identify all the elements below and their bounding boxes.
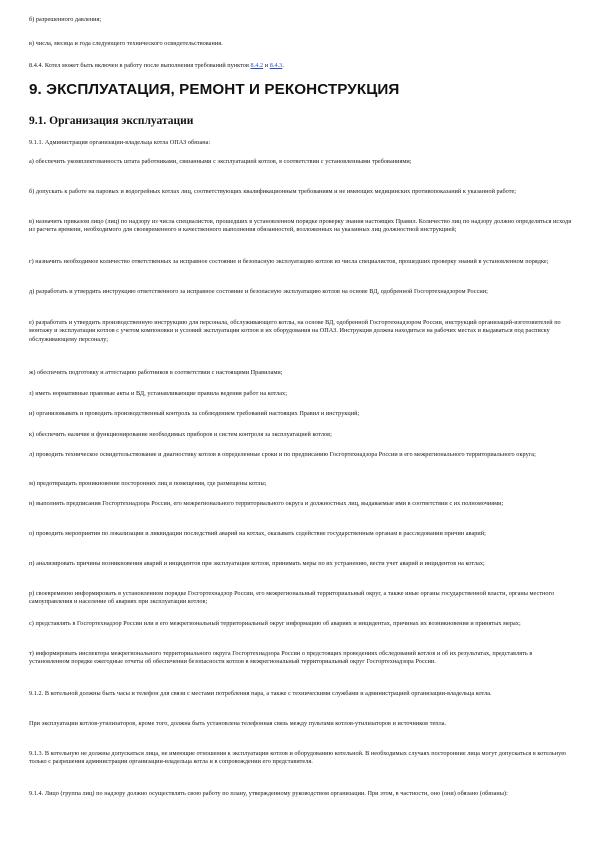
link-8-4-2[interactable]: 8.4.2 bbox=[250, 62, 264, 69]
paragraph: л) проводить техническое освидетельствование и диагностику котлов в определенные сроки и по предписанию Госгортехнадзора России и его межрегионального территориального округа; bbox=[29, 451, 536, 458]
paragraph: е) разработать и утвердить производственную инструкцию для персонала, обслуживающего котлы, на основе ВД, одобренной Госгортехнадзором России, инструкций организаций-изготовителей по монтажу и эксплуатации котлов с учетом компоновки и условий эксплуатации котлов и их оборудования на ОПАЗ. Инструкция должна находиться на рабочих местах и выдаваться под расписку обслуживающему персоналу; bbox=[29, 319, 561, 343]
paragraph: в) назначить приказом лицо (лиц) по надзору из числа специалистов, прошедших в установленном порядке проверку знания настоящих Правил. Количество лиц по надзору должно определяться исходя из расчета времени, необходимого для своевременного и качественного выполнения обязанностей, возложенных на указанных лиц должностной инструкцией; bbox=[29, 218, 572, 234]
paragraph: 9.1.2. В котельной должны быть часы и телефон для связи с местами потребления пара, а также с техническими службами и администрацией организации-владельца котла. bbox=[29, 690, 492, 697]
section-title: 9. ЭКСПЛУАТАЦИЯ, РЕМОНТ И РЕКОНСТРУКЦИЯ bbox=[29, 81, 400, 98]
paragraph: г) назначить необходимое количество ответственных за исправное состояние и безопасную эксплуатацию котлов из числа специалистов, прошедших проверку знаний в установленном порядке; bbox=[29, 258, 549, 265]
paragraph: 9.1.1. Администрация организации-владельца котла ОПАЗ обязана: bbox=[29, 139, 211, 146]
paragraph: При эксплуатации котлов-утилизаторов, кроме того, должна быть установлена телефонная связь между пультами котлов-утилизаторов и источников тепла. bbox=[29, 720, 447, 727]
paragraph: 9.1.3. В котельную не должны допускаться лица, не имеющие отношения к эксплуатации котлов и оборудованию котельной. В необходимых случаях посторонние лица могут допускаться в котельную только с разрешения администрации организации-владельца котла и в сопровождении его представителя. bbox=[29, 750, 566, 766]
paragraph: б) допускать к работе на паровых и водогрейных котлах лиц, соответствующих квалификационным требованиям и не имеющих медицинских противопоказаний к указанной работе; bbox=[29, 188, 517, 195]
paragraph: д) разработать и утвердить инструкцию ответственного за исправное состояние и безопасную эксплуатацию котлов на основе ВД, одобренной Госгортехнадзором России; bbox=[29, 288, 488, 295]
list-item-b: б) разрешенного давления; bbox=[29, 16, 102, 23]
paragraph: о) проводить мероприятия по локализации и ликвидации последствий аварий на котлах, оказывать содействие государственным органам в расследовании причин аварий; bbox=[29, 530, 486, 537]
paragraph: а) обеспечить укомплектованность штата работниками, связанными с эксплуатацией котлов, в соответствии с установленными требованиями; bbox=[29, 158, 412, 165]
paragraph: р) своевременно информировать в установленном порядке Госгортехнадзор России, его межрегиональный территориальный округ, а также иные органы государственной власти, органы местного самоуправления и население об авариях при эксплуатации котлов; bbox=[29, 590, 555, 606]
subsection-title: 9.1. Организация эксплуатации bbox=[29, 115, 194, 127]
paragraph: к) обеспечить наличие и функционирование необходимых приборов и систем контроля за эксплуатацией котлов; bbox=[29, 431, 332, 438]
paragraph-8-4-4-conj: и bbox=[263, 62, 270, 69]
paragraph-8-4-4-end: . bbox=[282, 62, 284, 69]
paragraph: ж) обеспечить подготовку и аттестацию работников в соответствии с настоящими Правилами; bbox=[29, 369, 283, 376]
paragraph-8-4-4 bbox=[29, 62, 572, 70]
paragraph-8-4-4-text: 8.4.4. Котел может быть включен в работу после выполнения требований пунктов bbox=[29, 62, 251, 69]
list-item-v: в) числа, месяца и года следующего технического освидетельствования. bbox=[29, 40, 223, 47]
paragraph: и) организовывать и проводить производственный контроль за соблюдением требований настоящих Правил и инструкций; bbox=[29, 410, 360, 417]
paragraph: с) представлять в Госгортехнадзор России или в его межрегиональный территориальный округ информацию об авариях и инцидентах, причинах их возникновения и принятых мерах; bbox=[29, 620, 521, 627]
paragraph: т) информировать инспектора межрегионального территориального округа Госгортехнадзора России о предстоящих проведениях обследований котлов и об их результатах, представлять в установленном порядке ежегодные отчеты об обеспечении безопасности котлов в межрегиональный территориальный округ Госгортехнадзора России. bbox=[29, 650, 533, 666]
paragraph: м) предотвращать проникновение посторонних лиц в помещения, где размещены котлы; bbox=[29, 480, 267, 487]
paragraph: н) выполнять предписания Госгортехнадзора России, его межрегионального территориального округа и должностных лиц, выдаваемые ими в соответствии с их полномочиями; bbox=[29, 500, 504, 507]
paragraph: 9.1.4. Лицо (группа лиц) по надзору должно осуществлять свою работу по плану, утвержденному руководством организации. При этом, в частности, оно (они) обязано (обязаны): bbox=[29, 790, 508, 797]
link-8-4-3[interactable]: 8.4.3 bbox=[269, 62, 283, 69]
paragraph: з) иметь нормативные правовые акты и ВД, устанавливающие правила ведения работ на котлах; bbox=[29, 390, 287, 397]
paragraph: п) анализировать причины возникновения аварий и инцидентов при эксплуатации котлов, принимать меры по их устранению, вести учет аварий и инцидентов на котлах; bbox=[29, 560, 485, 567]
